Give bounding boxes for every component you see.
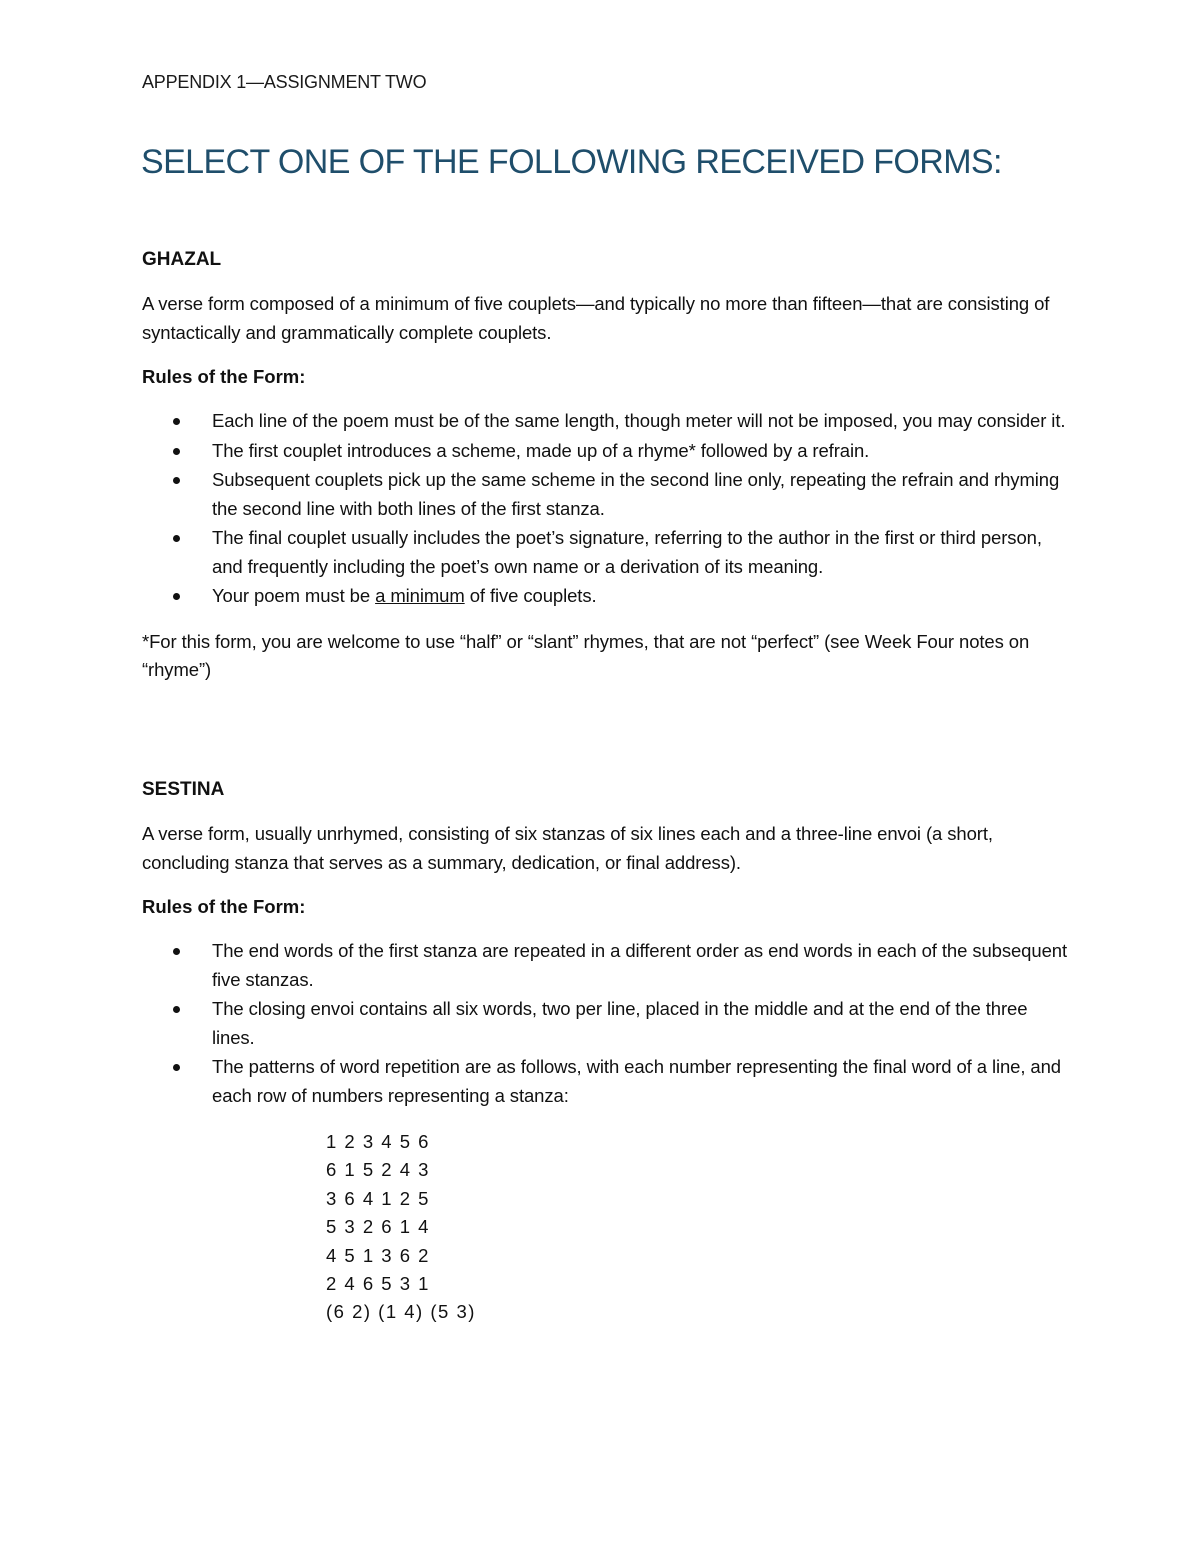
list-item bbox=[142, 437, 1072, 466]
list-item bbox=[142, 466, 1072, 523]
rule-text-underlined: a minimum bbox=[375, 585, 465, 606]
bullet-icon bbox=[173, 448, 180, 455]
bullet-icon bbox=[173, 477, 180, 484]
sestina-description: A verse form, usually unrhymed, consisting of six stanzas of six lines each and a three-line envoi (a short, concluding stanza that serves as a summary, dedication, or final address). bbox=[142, 823, 993, 873]
bullet-icon bbox=[173, 593, 180, 600]
sestina-rules-label: Rules of the Form: bbox=[142, 896, 306, 917]
bullet-icon bbox=[173, 1064, 180, 1071]
rule-text: The closing envoi contains all six words, two per line, placed in the middle and at the end of the three lines. bbox=[212, 998, 1028, 1048]
pattern-row: 6 1 5 2 4 3 bbox=[326, 1159, 430, 1181]
sestina-section bbox=[142, 775, 1072, 1111]
bullet-icon bbox=[173, 535, 180, 542]
ghazal-rules-label: Rules of the Form: bbox=[142, 366, 306, 387]
sestina-heading: SESTINA bbox=[142, 779, 225, 800]
rule-text: The first couplet introduces a scheme, made up of a rhyme* followed by a refrain. bbox=[212, 439, 870, 461]
list-item bbox=[142, 582, 1072, 611]
list-item bbox=[142, 524, 1072, 581]
ghazal-heading: GHAZAL bbox=[142, 249, 222, 270]
ghazal-rules-list bbox=[142, 407, 1072, 611]
sestina-rules-list bbox=[142, 937, 1072, 1110]
list-item bbox=[142, 1053, 1072, 1110]
ghazal-footnote: *For this form, you are welcome to use “half” or “slant” rhymes, that are not “perfect” (see Week Four notes on “rhyme”) bbox=[142, 630, 1030, 680]
rule-text-before: Your poem must be bbox=[212, 585, 376, 606]
list-item bbox=[142, 937, 1072, 994]
page-title: SELECT ONE OF THE FOLLOWING RECEIVED FORMS: bbox=[141, 143, 1002, 181]
pattern-row: 5 3 2 6 1 4 bbox=[326, 1216, 430, 1238]
pattern-row: 3 6 4 1 2 5 bbox=[326, 1187, 430, 1209]
rule-text: Subsequent couplets pick up the same scheme in the second line only, repeating the refrain and rhyming the second line with both lines of the first stanza. bbox=[212, 469, 1060, 519]
rule-text: The patterns of word repetition are as follows, with each number representing the final word of a line, and each row of numbers representing a stanza: bbox=[212, 1056, 1061, 1106]
bullet-icon bbox=[173, 418, 180, 425]
pattern-row: 2 4 6 5 3 1 bbox=[326, 1272, 430, 1294]
rule-text-after: of five couplets. bbox=[464, 585, 597, 606]
rule-text: Each line of the poem must be of the same length, though meter will not be imposed, you may consider it. bbox=[212, 410, 1066, 431]
list-item bbox=[142, 995, 1072, 1052]
sestina-pattern bbox=[326, 1128, 476, 1327]
pattern-envoi-row: (6 2) (1 4) (5 3) bbox=[326, 1301, 476, 1323]
page-header: APPENDIX 1—ASSIGNMENT TWO bbox=[142, 72, 427, 92]
pattern-row: 4 5 1 3 6 2 bbox=[326, 1244, 430, 1266]
bullet-icon bbox=[173, 1006, 180, 1013]
rule-text: The end words of the first stanza are repeated in a different order as end words in each of the subsequent five stanzas. bbox=[212, 940, 1067, 990]
bullet-icon bbox=[173, 948, 180, 955]
ghazal-description: A verse form composed of a minimum of five couplets—and typically no more than fifteen—that are consisting of syntactically and grammatically complete couplets. bbox=[142, 293, 1050, 343]
ghazal-section bbox=[142, 245, 1072, 685]
pattern-row: 1 2 3 4 5 6 bbox=[326, 1131, 430, 1152]
rule-text: The final couplet usually includes the poet’s signature, referring to the author in the first or third person, and frequently including the poet’s own name or a derivation of its meaning. bbox=[212, 527, 1042, 577]
list-item bbox=[142, 407, 1072, 436]
